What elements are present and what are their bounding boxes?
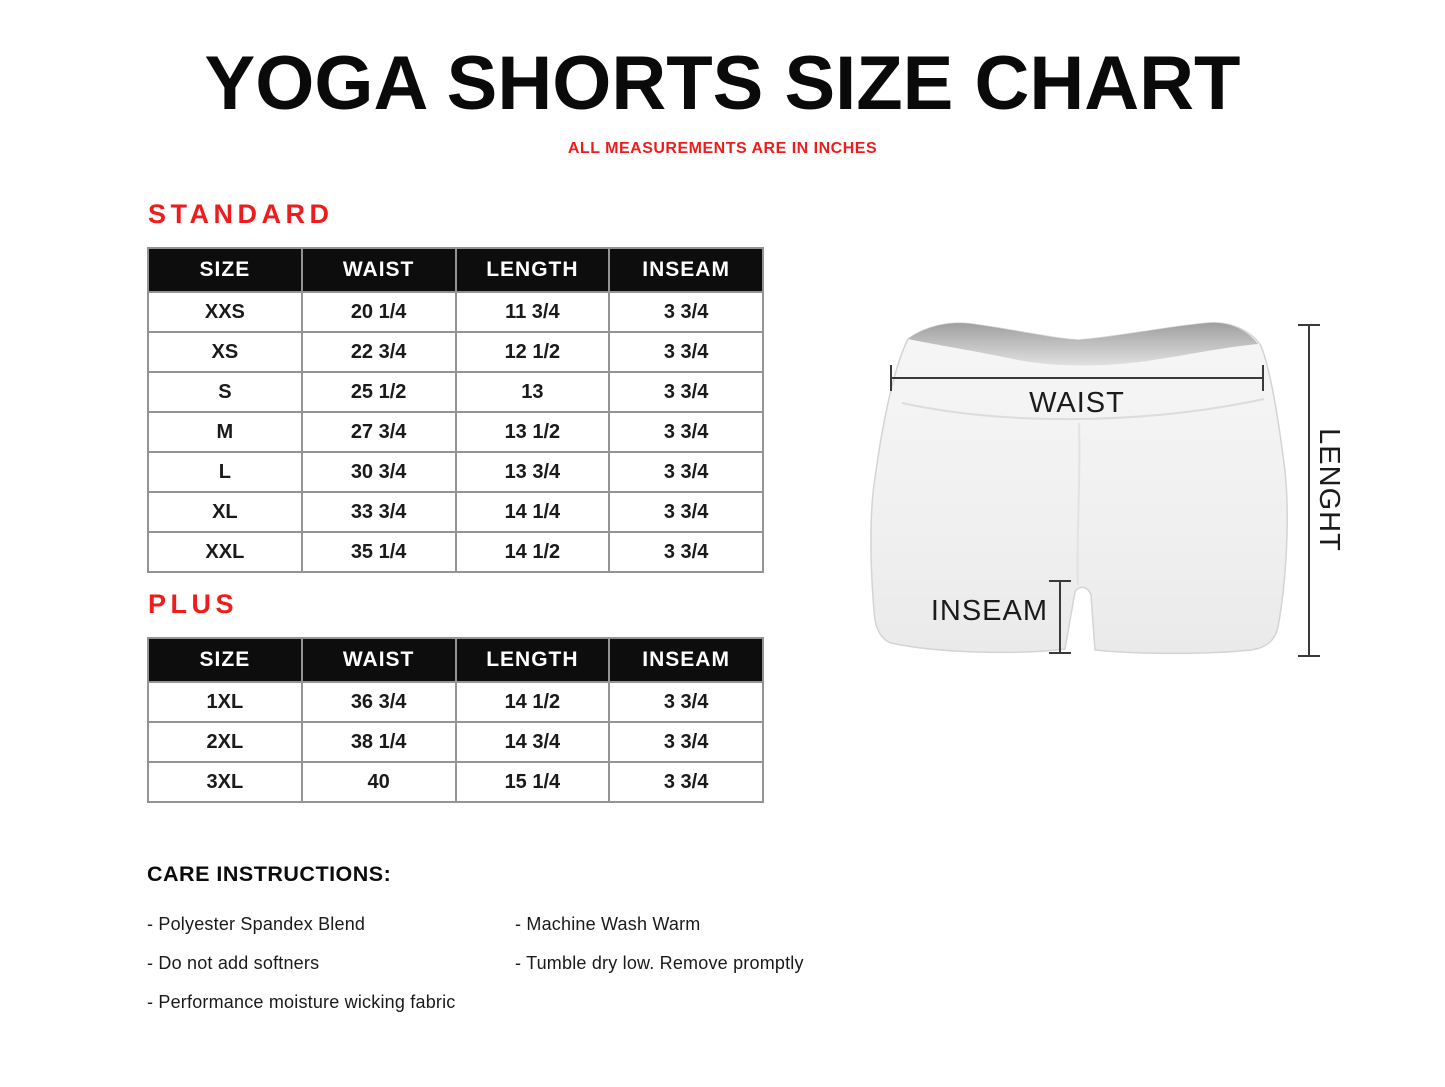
size-cell: 3 3/4 (609, 762, 763, 802)
size-cell: XXL (148, 532, 302, 572)
size-cell: 3 3/4 (609, 492, 763, 532)
column-header-size: SIZE (148, 248, 302, 292)
size-cell: 3 3/4 (609, 532, 763, 572)
care-instructions-section (147, 862, 947, 1030)
care-list-right (515, 913, 804, 991)
size-cell: 3 3/4 (609, 372, 763, 412)
column-header-size: SIZE (148, 638, 302, 682)
size-cell: 33 3/4 (302, 492, 456, 532)
size-cell: 3 3/4 (609, 452, 763, 492)
size-row-xxl (148, 532, 763, 572)
size-cell: M (148, 412, 302, 452)
size-row-3xl (148, 762, 763, 802)
size-row-m (148, 412, 763, 452)
column-header-length: LENGTH (456, 248, 610, 292)
size-row-xs (148, 332, 763, 372)
column-header-waist: WAIST (302, 248, 456, 292)
column-header-inseam: INSEAM (609, 248, 763, 292)
size-cell: 3 3/4 (609, 292, 763, 332)
size-cell: 40 (302, 762, 456, 802)
size-cell: XXS (148, 292, 302, 332)
care-item: - Polyester Spandex Blend (147, 914, 366, 934)
size-cell: 3 3/4 (609, 332, 763, 372)
standard-section-heading: STANDARD (148, 199, 334, 229)
size-cell: 13 3/4 (456, 452, 610, 492)
plus-header-row (148, 638, 763, 682)
care-item: - Performance moisture wicking fabric (147, 992, 456, 1012)
shorts-measurement-diagram (858, 293, 1358, 693)
length-label: LENGHT (1313, 428, 1345, 552)
size-cell: 14 1/2 (456, 682, 610, 722)
column-header-waist: WAIST (302, 638, 456, 682)
size-cell: 14 1/2 (456, 532, 610, 572)
size-cell: XL (148, 492, 302, 532)
size-cell: 3 3/4 (609, 412, 763, 452)
size-row-s (148, 372, 763, 412)
size-row-2xl (148, 722, 763, 762)
size-cell: 1XL (148, 682, 302, 722)
size-cell: 12 1/2 (456, 332, 610, 372)
care-instructions-heading: CARE INSTRUCTIONS: (147, 862, 392, 886)
care-item: - Do not add softners (147, 953, 320, 973)
page-title: YOGA SHORTS SIZE CHART (204, 41, 1241, 126)
size-row-xxs (148, 292, 763, 332)
size-cell: 38 1/4 (302, 722, 456, 762)
care-item: - Machine Wash Warm (515, 914, 701, 934)
size-cell: 3XL (148, 762, 302, 802)
size-cell: 3 3/4 (609, 722, 763, 762)
column-header-length: LENGTH (456, 638, 610, 682)
size-row-1xl (148, 682, 763, 722)
size-cell: XS (148, 332, 302, 372)
size-cell: 15 1/4 (456, 762, 610, 802)
size-cell: 35 1/4 (302, 532, 456, 572)
page-subtitle: ALL MEASUREMENTS ARE IN INCHES (567, 140, 878, 157)
size-row-xl (148, 492, 763, 532)
size-cell: 14 1/4 (456, 492, 610, 532)
standard-header-row (148, 248, 763, 292)
size-cell: 30 3/4 (302, 452, 456, 492)
column-header-inseam: INSEAM (609, 638, 763, 682)
size-cell: 2XL (148, 722, 302, 762)
size-cell: 27 3/4 (302, 412, 456, 452)
size-row-l (148, 452, 763, 492)
size-cell: 25 1/2 (302, 372, 456, 412)
plus-section-heading: PLUS (148, 589, 239, 619)
plus-size-table (147, 637, 764, 803)
size-cell: 13 (456, 372, 610, 412)
standard-size-table (147, 247, 764, 573)
care-item: - Tumble dry low. Remove promptly (515, 953, 804, 973)
size-cell: L (148, 452, 302, 492)
size-cell: 14 3/4 (456, 722, 610, 762)
size-cell: 13 1/2 (456, 412, 610, 452)
size-cell: 22 3/4 (302, 332, 456, 372)
size-cell: S (148, 372, 302, 412)
size-cell: 11 3/4 (456, 292, 610, 332)
size-cell: 20 1/4 (302, 292, 456, 332)
care-columns (147, 913, 947, 1013)
waist-label: WAIST (1029, 387, 1125, 419)
inseam-label: INSEAM (930, 595, 1048, 627)
size-cell: 3 3/4 (609, 682, 763, 722)
size-cell: 36 3/4 (302, 682, 456, 722)
